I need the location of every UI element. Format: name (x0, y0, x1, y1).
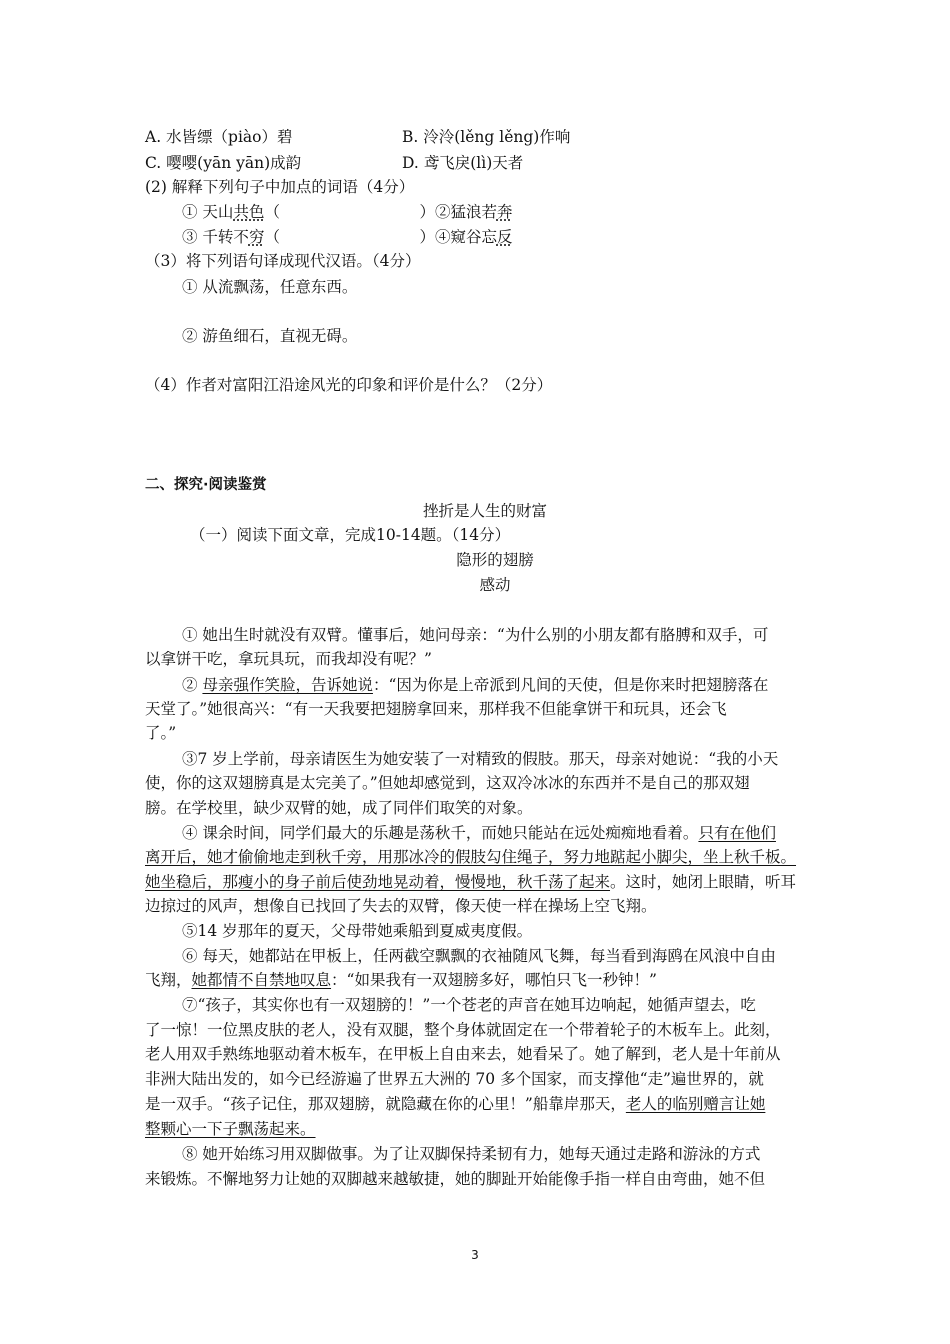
option-c: C. 嘤嘤(yān yān)成韵 (145, 154, 302, 172)
sub2-item2-word: 穷 (248, 228, 265, 246)
sub2-item-2 (182, 226, 512, 248)
p4-line3 (145, 871, 796, 893)
p4-line1 (182, 822, 776, 844)
p3-line2: 使，你的这双翅膀真是太完美了。”但她却感觉到，这双冷冰冰的东西并不是自己的那双翅 (145, 774, 750, 792)
p6-line2-pre: 飞翔， (145, 971, 192, 989)
p4-line3-underlined: 她坐稳后，那瘦小的身子前后使劲地晃动着，慢慢地，秋千荡了起来 (145, 873, 611, 891)
p1-line1: ① 她出生时就没有双臂。懂事后，她问母亲：“为什么别的小朋友都有胳膊和双手，可 (182, 626, 769, 644)
p6-line2-underlined: 她都情不自禁地叹息 (191, 971, 332, 989)
section-heading: 二、探究·阅读鉴赏 (145, 477, 267, 493)
page-number: 3 (471, 1248, 479, 1262)
option-a: A. 水皆缥（piào）碧 (145, 128, 293, 146)
p8-line1: ⑧ 她开始练习用双脚做事。为了让双脚保持柔韧有力，她每天通过走路和游泳的方式 (182, 1145, 761, 1163)
p7-line4: 非洲大陆出发的，如今已经游遍了世界五大洲的 70 多个国家，而支撑他“走”遍世界的，就 (145, 1070, 764, 1088)
p6-line2-post: ：“如果我有一双翅膀多好，哪怕只飞一秒钟！” (331, 971, 657, 989)
sub3-heading: （3）将下列语句译成现代汉语。（4分） (145, 252, 421, 270)
sub2-item-1 (182, 201, 512, 223)
p4-line1-underlined: 只有在他们 (698, 824, 776, 842)
p5-line1: ⑤14 岁那年的夏天，父母带她乘船到夏威夷度假。 (182, 922, 533, 940)
theme-title: 挫折是人生的财富 (422, 502, 547, 520)
sub2-item1-word: 共色 (233, 203, 265, 221)
sub4-heading: （4）作者对富阳江沿途风光的印象和评价是什么？（2分） (145, 376, 553, 394)
sub2-item2-word2: 反 (496, 228, 513, 246)
p6-line1: ⑥ 每天，她都站在甲板上，任两截空飘飘的衣袖随风飞舞，每当看到海鸥在风浪中自由 (182, 947, 776, 965)
p7-line5 (145, 1093, 765, 1115)
sub2-heading: (2) 解释下列句子中加点的词语（4分） (145, 178, 415, 196)
p4-line1-text: ④ 课余时间，同学们最大的乐趣是荡秋千，而她只能站在远处痴痴地看着。 (182, 824, 699, 842)
sub2-item2-mid: （ ）④窥谷忘 (264, 228, 497, 246)
option-b: B. 泠泠(lěng lěng)作响 (402, 128, 571, 146)
sub2-item1-word2: 奔 (496, 203, 513, 221)
p6-line2 (145, 969, 657, 991)
p7-line1: ⑦“孩子，其实你也有一双翅膀的！”一个苍老的声音在她耳边响起，她循声望去，吃 (182, 996, 756, 1014)
p7-line6: 整颗心一下子飘荡起来。 (145, 1120, 316, 1138)
article-author: 感动 (479, 576, 511, 594)
instruction: （一）阅读下面文章，完成10-14题。（14分） (190, 526, 511, 544)
p7-line5-underlined: 老人的临别赠言让她 (625, 1095, 766, 1113)
p2-underlined: 母亲强作笑脸，告诉她说 (202, 676, 373, 694)
p2-line3: 了。” (145, 724, 177, 742)
p7-line2: 了一惊！一位黑皮肤的老人，没有双腿，整个身体就固定在一个带着轮子的木板车上。此刻， (145, 1021, 781, 1039)
article-title: 隐形的翅膀 (456, 551, 534, 569)
option-d: D. 鸢飞戾(lì)天者 (402, 154, 524, 172)
sub3-sentence-1: ① 从流飘荡，任意东西。 (182, 278, 358, 296)
p7-line3: 老人用双手熟练地驱动着木板车，在甲板上自由来去，她看呆了。她了解到，老人是十年前从 (145, 1045, 781, 1063)
sub2-item1-pre: ① 天山 (182, 203, 234, 221)
p4-line4: 边掠过的风声，想像自已找回了失去的双臂，像天使一样在操场上空飞翔。 (145, 897, 657, 915)
p3-line3: 膀。在学校里，缺少双臂的她，成了同伴们取笑的对象。 (145, 799, 533, 817)
p2-line1 (182, 674, 768, 696)
p1-line2: 以拿饼干吃，拿玩具玩，而我却没有呢？” (145, 650, 432, 668)
sub2-item1-mid: （ ）②猛浪若 (264, 203, 497, 221)
p4-line3-text: 。这时，她闭上眼睛，听耳 (610, 873, 797, 891)
p8-line2: 来锻炼。不懈地努力让她的双脚越来越敏捷，她的脚趾开始能像手指一样自由弯曲，她不但 (145, 1170, 766, 1188)
p7-line5-text: 是一双手。“孩子记住，那双翅膀，就隐藏在你的心里！”船靠岸那天， (145, 1095, 626, 1113)
p3-line1: ③7 岁上学前，母亲请医生为她安装了一对精致的假肢。那天，母亲对她说：“我的小天 (182, 750, 779, 768)
p2-line2: 天堂了。”她很高兴：“有一天我要把翅膀拿回来，那样我不但能拿饼干和玩具，还会飞 (145, 700, 727, 718)
sub3-sentence-2: ② 游鱼细石，直视无碍。 (182, 327, 358, 345)
p2-rest: ：“因为你是上帝派到凡间的天使，但是你来时把翅膀落在 (372, 676, 769, 694)
p4-line2: 离开后，她才偷偷地走到秋千旁，用那冰冷的假肢勾住绳子，努力地踮起小脚尖，坐上秋千板。 (145, 848, 797, 866)
sub2-item2-pre: ③ 千转不 (182, 228, 249, 246)
p2-marker: ② (182, 676, 203, 694)
